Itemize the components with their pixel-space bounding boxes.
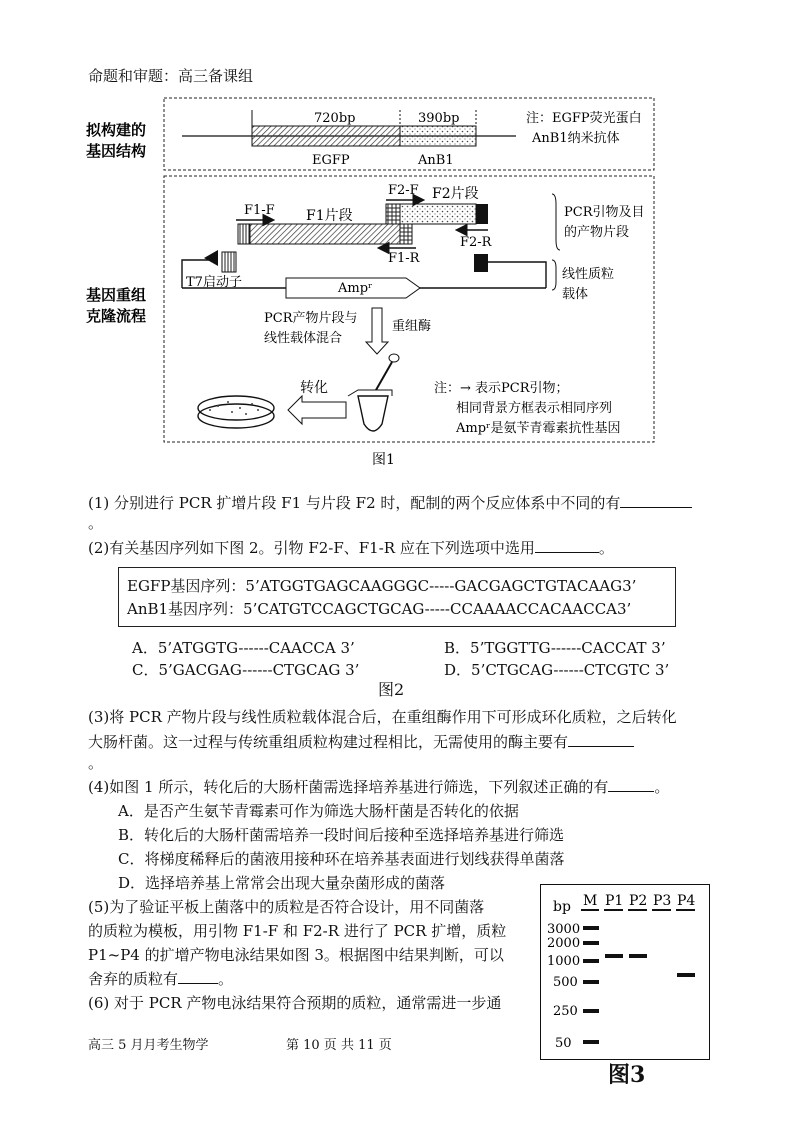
q3-end: 。 [88,754,104,772]
marker-1000: 1000 [547,954,581,969]
header-text: 命题和审题：高三备课组 [88,67,254,85]
transform-arrow [288,396,346,424]
sequence-box [118,567,676,627]
figure1-caption: 图1 [372,452,395,468]
f2-block [400,204,476,224]
pipette-icon [376,362,392,390]
q4-option-b: B．转化后的大肠杆菌需培养一段时间后接种至选择培养基进行筛选 [118,826,565,844]
t7-overlap-block [238,224,250,244]
pcr-label-2: 的产物片段 [564,225,630,240]
t7-promoter-arrow [204,250,218,266]
anb1-label: AnB1 [418,153,454,168]
footer-left: 高三 5 月月考生物学 [88,1038,209,1053]
f2-fragment-label: F2片段 [432,186,479,202]
row2-label-2: 克隆流程 [86,307,147,325]
gel-figure [540,884,710,1060]
question-3-line2 [88,732,634,752]
option-a: A．5’ATGGTG------CAACCA 3’ [132,639,355,657]
gel-band-p2 [629,954,647,958]
row2-label-1: 基因重组 [86,286,147,304]
question-5-line1: (5)为了验证平板上菌落中的质粒是否符合设计，用不同菌落 [88,898,485,916]
gel-band-m-500 [583,980,599,984]
question-4 [88,777,669,797]
f2-end-block [476,204,488,224]
anb1-block [400,126,476,146]
gel-band-m-50 [583,1040,599,1044]
gel-band-m-3000 [583,926,599,930]
f1f-label: F1-F [244,203,275,218]
f2r-label: F2-R [460,235,492,250]
option-b: B．5’TGGTTG------CACCAT 3’ [444,639,666,657]
figure-1-diagram [86,90,676,470]
note2-line1: 注：→ 表示PCR引物； [434,381,569,396]
question-4-text: (4)如图 1 所示，转化后的大肠杆菌需选择培养基进行筛选，下列叙述正确的有 [88,778,609,796]
egfp-block [252,126,400,146]
q5-end: 。 [218,970,234,988]
marker-250: 250 [553,1004,578,1019]
marker-2000: 2000 [547,936,581,951]
question-5-line2: 的质粒为模板，用引物 F1-F 和 F2-R 进行了 PCR 扩增，质粒 [88,922,507,940]
gel-band-m-250 [583,1009,599,1013]
note1-line1: 注：EGFP荧光蛋白 [526,111,642,126]
marker-3000: 3000 [547,922,581,937]
f1-fragment-label: F1片段 [306,208,353,224]
gel-lane-p3: P3 [653,893,672,909]
figure3-caption: 图3 [608,1062,646,1088]
option-d: D．5’CTGCAG------CTCGTC 3’ [444,661,670,679]
plasmid-label-1: 线性质粒 [562,267,615,282]
question-5-text: 舍弃的质粒有 [88,970,179,988]
gel-lane-p4: P4 [677,893,696,909]
q4-option-c: C．将梯度稀释后的菌液用接种环在培养基表面进行划线获得单菌落 [118,850,565,868]
q1-end: 。 [88,514,104,532]
gel-band-p1 [605,954,623,958]
figure-1 [86,90,676,470]
ampr-label: Ampʳ [338,281,373,296]
egfp-label: EGFP [312,153,350,168]
note2-line3: Ampʳ是氨苄青霉素抗性基因 [456,421,621,436]
figure2-caption: 图2 [378,680,405,699]
q4-option-a: A．是否产生氨苄青霉素可作为筛选大肠杆菌是否转化的依据 [118,802,519,820]
f2f-label: F2-F [388,183,419,198]
egfp-sequence: EGFP基因序列：5’ATGGTGAGCAAGGGC-----GACGAGCTGTACAAG3’ [127,577,637,595]
pcr-bracket [552,194,560,250]
marker-500: 500 [553,975,578,990]
pcr-label-1: PCR引物及目 [564,205,645,220]
q1-answer-blank[interactable] [620,493,692,508]
gel-lane-p2: P2 [629,893,648,909]
question-2 [88,538,614,558]
len-egfp: 720bp [314,111,356,126]
f2-egfp-overlap [386,204,400,224]
t7-block [222,252,236,272]
f1-anb1-overlap [400,224,412,244]
transform-label: 转化 [300,380,328,396]
t7-label: T7启动子 [186,275,242,290]
gel-lane-m: M [583,893,598,909]
plasmid-end-block [474,254,488,272]
gel-bp-label: bp [553,899,571,915]
mix-line1: PCR产物片段与 [264,311,358,326]
len-anb1: 390bp [418,111,460,126]
row1-label-2: 基因结构 [86,142,147,160]
q4-option-d: D．选择培养基上常常会出现大量杂菌形成的菌落 [118,874,446,892]
footer-page: 第 10 页 共 11 页 [286,1038,392,1053]
row1-label-1: 拟构建的 [86,121,147,139]
anb1-sequence: AnB1基因序列：5’CATGTCCAGCTGCAG-----CCAAAACCACAACCA3’ [127,600,632,618]
question-1 [88,493,692,513]
question-3-text: 大肠杆菌。这一过程与传统重组质粒构建过程相比，无需使用的酶主要有 [88,733,569,751]
plasmid-bracket [552,260,556,290]
gel-diagram [541,885,709,1059]
q3-answer-blank[interactable] [568,732,634,747]
down-arrow [366,308,388,354]
question-5-line3: P1~P4 的扩增产物电泳结果如图 3。根据图中结果判断，可以 [88,946,504,964]
question-3-line1: (3)将 PCR 产物片段与线性质粒载体混合后，在重组酶作用下可形成环化质粒，之后转化 [88,708,677,726]
mix-line2: 线性载体混合 [264,331,343,346]
q2-end: 。 [598,539,614,557]
gel-lane-p1: P1 [605,893,624,909]
gel-band-p4 [677,973,695,977]
f1-block [250,224,400,244]
question-6: (6) 对于 PCR 产物电泳结果符合预期的质粒，通常需进一步通 [88,994,502,1012]
f1r-label: F1-R [388,251,420,266]
option-c: C．5’GACGAG------CTGCAG 3’ [132,661,360,679]
question-2-text: (2)有关基因序列如下图 2。引物 F2-F、F1-R 应在下列选项中选用 [88,539,535,557]
marker-50: 50 [555,1036,572,1051]
q5-answer-blank[interactable] [178,969,218,984]
q4-answer-blank[interactable] [608,777,654,792]
recombinase-label: 重组酶 [392,319,432,334]
question-1-text: (1) 分别进行 PCR 扩增片段 F1 与片段 F2 时，配制的两个反应体系中不同的有 [88,494,621,512]
plasmid-label-2: 载体 [562,287,589,302]
gel-band-m-1000 [583,959,599,963]
q2-answer-blank[interactable] [535,538,599,553]
tube-icon [358,396,388,431]
gel-band-m-2000 [583,941,599,945]
note1-line2: AnB1纳米抗体 [532,131,620,146]
q4-end: 。 [654,778,670,796]
question-5-line4 [88,969,233,989]
note2-line2: 相同背景方框表示相同序列 [456,401,613,416]
